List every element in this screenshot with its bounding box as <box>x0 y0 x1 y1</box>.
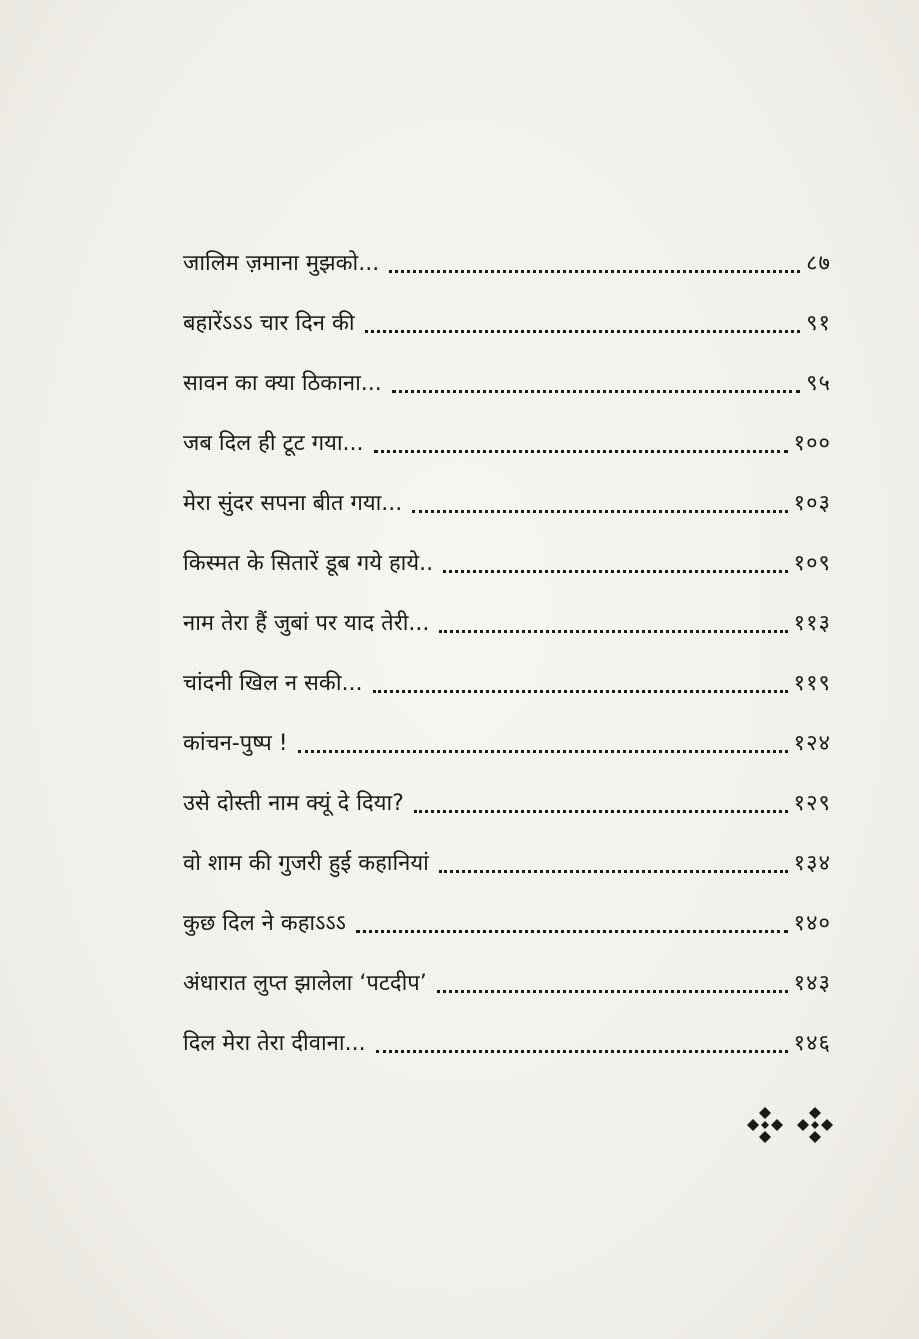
toc-entry <box>183 348 831 408</box>
toc-entry-title: बहारेंऽऽऽ चार दिन की <box>183 311 355 336</box>
toc-entry-page: ९१ <box>806 311 831 336</box>
dot-leader <box>376 1050 788 1053</box>
toc-entry <box>183 708 831 768</box>
toc-entry-page: १२९ <box>793 791 831 816</box>
toc-entry-page: १४६ <box>793 1031 831 1056</box>
dot-leader <box>374 450 788 453</box>
toc-entry-page: १४३ <box>793 971 831 996</box>
dot-leader <box>412 510 787 513</box>
toc-entry-title: चांदनी खिल न सकी... <box>183 671 363 696</box>
toc-entry <box>183 528 831 588</box>
dot-leader <box>365 330 801 333</box>
toc-entry-title: उसे दोस्ती नाम क्यूं दे दिया? <box>183 791 404 816</box>
dot-leader <box>389 270 800 273</box>
dot-leader <box>439 870 788 873</box>
dot-leader <box>414 810 788 813</box>
toc-entry <box>183 1008 831 1068</box>
toc-entry-page: ११३ <box>793 611 831 636</box>
toc-entry-page: ८७ <box>806 251 831 276</box>
four-diamond-cluster-icon <box>745 1105 841 1145</box>
dot-leader <box>437 990 788 993</box>
toc-entry-title: वो शाम की गुजरी हुई कहानियां <box>183 851 429 876</box>
toc-entry <box>183 948 831 1008</box>
toc-entry <box>183 648 831 708</box>
toc-entry-title: अंधारात लुप्त झालेला ‘पटदीप’ <box>183 971 427 996</box>
toc-entry-page: १२४ <box>793 731 831 756</box>
toc-entry <box>183 768 831 828</box>
toc-entry-page: १०९ <box>793 551 831 576</box>
toc-entry <box>183 468 831 528</box>
dot-leader <box>392 390 800 393</box>
toc-entry-page: ११९ <box>793 671 831 696</box>
dot-leader <box>373 690 788 693</box>
dot-leader <box>443 570 788 573</box>
toc-entry-title: कुछ दिल ने कहाऽऽऽ <box>183 911 346 936</box>
toc-entry <box>183 588 831 648</box>
toc-entry <box>183 288 831 348</box>
toc-entry <box>183 828 831 888</box>
toc-entry-page: १३४ <box>793 851 831 876</box>
toc-entry-page: १०० <box>793 431 831 456</box>
toc-entry-title: जब दिल ही टूट गया... <box>183 431 364 456</box>
toc-entry-title: नाम तेरा हैं जुबां पर याद तेरी... <box>183 611 430 636</box>
dot-leader <box>439 630 787 633</box>
toc-entry-page: १०३ <box>793 491 831 516</box>
toc-entry <box>183 888 831 948</box>
toc-entry-title: किस्मत के सितारें डूब गये हाये.. <box>183 551 434 576</box>
toc-entry-title: कांचन-पुष्प ! <box>183 731 288 756</box>
toc-entry <box>183 408 831 468</box>
table-of-contents <box>183 228 831 1068</box>
dot-leader <box>356 930 788 933</box>
toc-entry-title: मेरा सुंदर सपना बीत गया... <box>183 491 403 516</box>
toc-entry-title: दिल मेरा तेरा दीवाना... <box>183 1031 366 1056</box>
toc-entry-title: सावन का क्या ठिकाना... <box>183 371 382 396</box>
toc-entry-title: जालिम ज़माना मुझको... <box>183 251 380 276</box>
toc-entry-page: ९५ <box>806 371 831 396</box>
toc-entry <box>183 228 831 288</box>
dot-leader <box>298 750 788 753</box>
toc-entry-page: १४० <box>793 911 831 936</box>
